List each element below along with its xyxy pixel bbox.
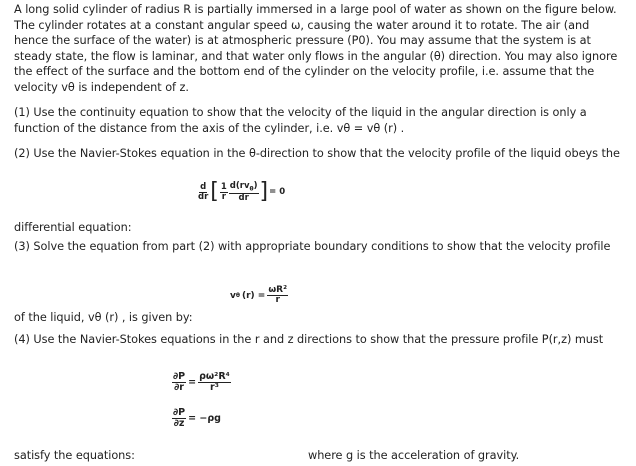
differential-equation-label: differential equation: [14, 221, 132, 234]
eq1-rv: (rv [235, 180, 250, 191]
eq2-v: v [230, 290, 236, 301]
eq4-rhs: = −ρg [188, 412, 221, 424]
part-1-text: (1) Use the continuity equation to show that the velocity of the liquid in the angular direction is only a function of the distance from the axis of the cylinder, i.e. vθ = vθ (r) . [14, 106, 587, 135]
velocity-profile-label: of the liquid, vθ (r) , is given by: [14, 311, 193, 324]
eq3-dr: ∂r [174, 381, 184, 393]
eq2-v-sub: θ [235, 292, 240, 300]
eq2-arg: (r) = [242, 290, 266, 301]
eq1-one: 1 [220, 181, 227, 192]
eq3-numerator: ρω²R⁴ [199, 371, 230, 382]
eq2-denominator: r [275, 295, 280, 306]
part-3-text: (3) Solve the equation from part (2) with appropriate boundary conditions to show that the velocity profile [14, 240, 611, 253]
eq1-d-numerator: d [200, 181, 207, 192]
eq4-dP: ∂P [173, 407, 186, 418]
problem-intro: A long solid cylinder of radius R is partially immersed in a large pool of water as shown on the figure below. The cylinder rotates at a constant angular speed ω, causing the water around it to rotate. The air (and hence the surface of the water) is at atmospheric pressure (P0). You may assume that the system is at steady state, the flow is laminar, and that water only flows in the angular (θ) direction. You may also ignore the effect of the surface and the bottom end of the cylinder on the velocity profile, i.e. assume that the velocity vθ is independent of z. [14, 3, 618, 94]
eq1-rv-sub: θ [249, 185, 254, 193]
eq4-dz: ∂z [173, 417, 185, 429]
eq1-dr2: dr [238, 192, 249, 203]
part-2-text: (2) Use the Navier-Stokes equation in the θ-direction to show that the velocity profile of the liquid obeys the [14, 147, 620, 160]
eq1-r: r [221, 191, 226, 202]
eq1-dr-denominator: dr [198, 191, 209, 202]
eq3-equals: = [188, 376, 197, 388]
part-4-text: (4) Use the Navier-Stokes equations in the r and z directions to show that the pressure profile P(r,z) must [14, 333, 604, 346]
eq1-rv-close: ) [253, 180, 258, 191]
eq3-dP: ∂P [173, 371, 186, 382]
equation-differential [197, 181, 285, 203]
eq2-numerator: ωR² [268, 285, 288, 295]
equation-velocity-profile [230, 286, 288, 306]
eq1-right-bracket: ] [259, 179, 269, 204]
eq1-one-over-r [220, 183, 228, 202]
eq1-d2: d [229, 180, 236, 191]
pressure-equations-label: satisfy the equations: [14, 449, 135, 462]
eq1-left-bracket: [ [210, 179, 219, 204]
equation-pressure-r [172, 372, 231, 393]
equation-pressure-z [172, 408, 221, 429]
eq3-denominator: r³ [210, 381, 219, 393]
gravity-note: where g is the acceleration of gravity. [308, 449, 520, 462]
eq1-rhs: = 0 [269, 187, 286, 197]
